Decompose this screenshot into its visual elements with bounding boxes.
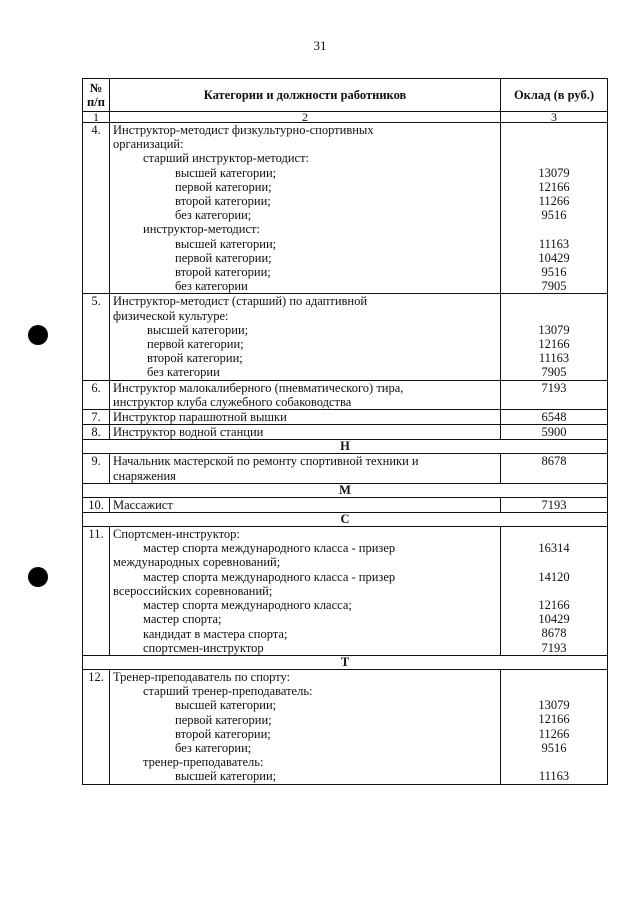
section-letter-row (83, 483, 608, 497)
header-category: Категории и должности работников (110, 79, 501, 112)
row-category: Инструктор водной станции (110, 425, 501, 440)
row-number: 10. (83, 497, 110, 512)
header-salary: Оклад (в руб.) (501, 79, 608, 112)
row-category: Спортсмен-инструктор: мастер спорта международного класса - призер международных соревнований; мастер спорта международного класса - призер всероссийских соревнований; мастер спорта международного класса; мастер спорта; кандидат в мастера спорта; спортсмен-инструктор (110, 527, 501, 656)
row-salary: 13079 12166 11163 7905 (501, 294, 608, 380)
punch-hole (28, 567, 48, 587)
table-row (83, 380, 608, 409)
row-salary: 13079 12166 11266 9516 11163 (501, 669, 608, 784)
section-letter: С (83, 513, 608, 527)
table-row (83, 425, 608, 440)
index-cell: 3 (501, 112, 608, 123)
table-row (83, 294, 608, 380)
row-salary: 6548 (501, 410, 608, 425)
table-row (83, 527, 608, 656)
row-category: Тренер-преподаватель по спорту: старший тренер-преподаватель: высшей категории; первой категории; второй категории; без категории; тренер-преподаватель: высшей категории; (110, 669, 501, 784)
row-category: Инструктор малокалиберного (пневматического) тира, инструктор клуба служебного собаководства (110, 380, 501, 409)
table-row (83, 454, 608, 483)
row-salary: 16314 14120 12166 10429 8678 7193 (501, 527, 608, 656)
index-row (83, 112, 608, 123)
row-category: Инструктор-методист (старший) по адаптивной физической культуре: высшей категории; первой категории; второй категории; без категории (110, 294, 501, 380)
row-salary: 7193 (501, 497, 608, 512)
row-category: Массажист (110, 497, 501, 512)
row-salary: 7193 (501, 380, 608, 409)
row-salary: 8678 (501, 454, 608, 483)
header-number: № п/п (83, 79, 110, 112)
index-cell: 2 (110, 112, 501, 123)
table-row (83, 497, 608, 512)
row-number: 11. (83, 527, 110, 656)
row-category: Инструктор-методист физкультурно-спортивных организаций: старший инструктор-методист: высшей категории; первой категории; второй категории; без категории; инструктор-методист: высшей категории; первой категории; второй категории; без категории (110, 123, 501, 294)
row-salary: 13079 12166 11266 9516 11163 10429 9516 7905 (501, 123, 608, 294)
table-row (83, 669, 608, 784)
salary-table (82, 78, 608, 785)
table-row (83, 410, 608, 425)
row-number: 6. (83, 380, 110, 409)
section-letter: Т (83, 655, 608, 669)
row-category: Начальник мастерской по ремонту спортивной техники и снаряжения (110, 454, 501, 483)
row-number: 4. (83, 123, 110, 294)
row-salary: 5900 (501, 425, 608, 440)
row-number: 8. (83, 425, 110, 440)
index-cell: 1 (83, 112, 110, 123)
section-letter: М (83, 483, 608, 497)
section-letter-row (83, 655, 608, 669)
section-letter: Н (83, 440, 608, 454)
section-letter-row (83, 513, 608, 527)
punch-hole (28, 325, 48, 345)
page-number: 31 (313, 38, 327, 53)
section-letter-row (83, 440, 608, 454)
row-number: 5. (83, 294, 110, 380)
table-header (83, 79, 608, 112)
row-category: Инструктор парашютной вышки (110, 410, 501, 425)
row-number: 12. (83, 669, 110, 784)
row-number: 7. (83, 410, 110, 425)
table-row (83, 123, 608, 294)
row-number: 9. (83, 454, 110, 483)
